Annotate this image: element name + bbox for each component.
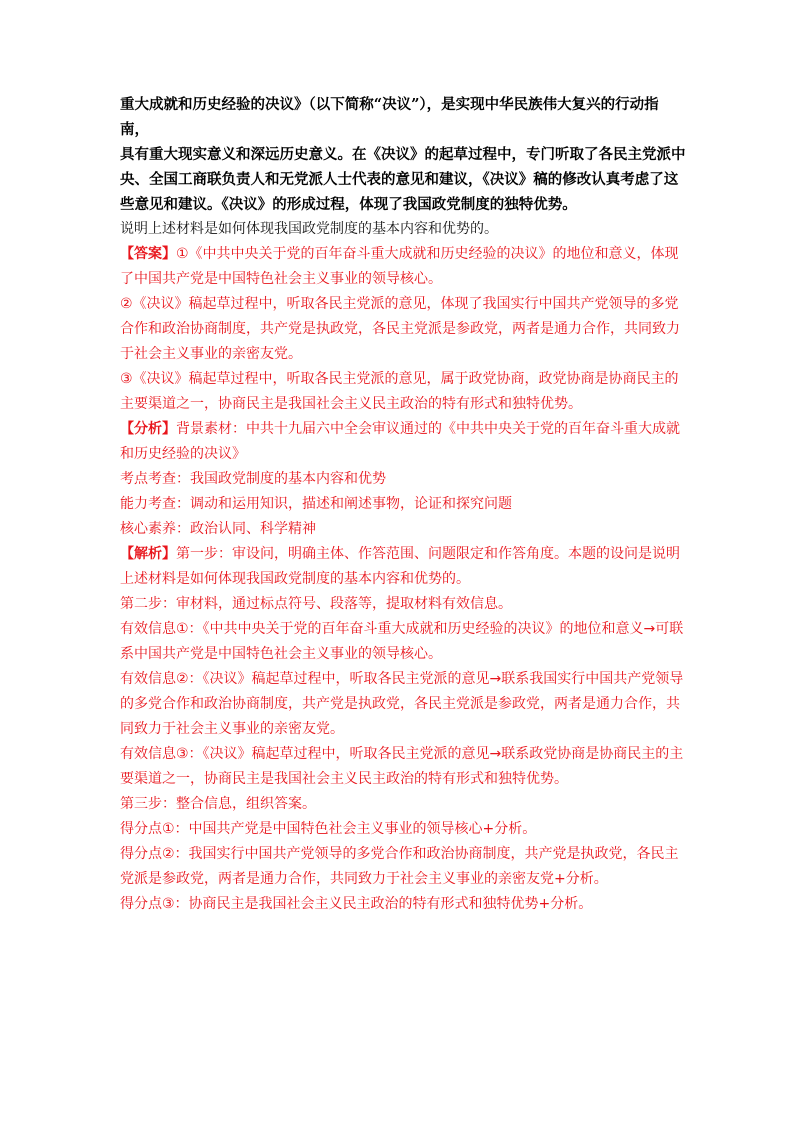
explanation-info3: 有效信息③：《决议》稿起草过程中，听取各民主党派的意见→联系政党协商是协商民主的主要渠道之一，协商民主是我国社会主义民主政治的特有形式和独特优势。 [120,746,684,787]
analysis-tag: 【分析】 [120,421,176,437]
answer-item-2: ②《决议》稿起草过程中，听取各民主党派的意见，体现了我国实行中国共产党领导的多党合作和政治协商制度，共产党是执政党，各民主党派是参政党，两者是通力合作，共同致力于社会主义事业的亲密友党。 [120,296,680,362]
analysis-literacy: 核心素养：政治认同、科学精神 [120,521,316,537]
explanation-step1-text: 第一步：审设问，明确主体、作答范围、问题限定和作答角度。本题的设问是说明上述材料是如何体现我国政党制度的基本内容和优势的。 [120,546,680,587]
material-paragraph [120,92,686,217]
explanation-step1 [120,542,686,592]
answer-section [120,242,686,417]
explanation-info1: 有效信息①：《中共中央关于党的百年奋斗重大成就和历史经验的决议》的地位和意义→可联系中国共产党是中国特色社会主义事业的领导核心。 [120,621,684,662]
answer-tag: 【答案】 [120,246,176,262]
scoring-point-2: 得分点②：我国实行中国共产党领导的多党合作和政治协商制度，共产党是执政党，各民主党派是参政党，两者是通力合作，共同致力于社会主义事业的亲密友党+分析。 [120,846,679,887]
material-line: 些意见和建议。《决议》的形成过程，体现了我国政党制度的独特优势。 [120,196,577,213]
analysis-background-text: 背景素材：中共十九届六中全会审议通过的《中共中央关于党的百年奋斗重大成就和历史经验的决议》 [120,421,680,462]
material-line: 央、全国工商联负责人和无党派人士代表的意见和建议，《决议》稿的修改认真考虑了这 [120,171,679,188]
explanation-step2: 第二步：审材料，通过标点符号、段落等，提取材料有效信息。 [120,596,512,612]
analysis-knowledge: 考点考查：我国政党制度的基本内容和优势 [120,471,386,487]
analysis-section [120,417,686,542]
explanation-tag: 【解析】 [120,546,176,562]
material-line: 具有重大现实意义和深远历史意义。在《决议》的起草过程中，专门听取了各民主党派中 [120,146,686,163]
answer-item-text: ①《中共中央关于党的百年奋斗重大成就和历史经验的决议》的地位和意义，体现了中国共产党是中国特色社会主义事业的领导核心。 [120,246,679,287]
scoring-point-1: 得分点①：中国共产党是中国特色社会主义事业的领导核心+分析。 [120,821,537,837]
scoring-point-3: 得分点③：协商民主是我国社会主义民主政治的特有形式和独特优势+分析。 [120,896,593,912]
answer-item-3: ③《决议》稿起草过程中，听取各民主党派的意见，属于政党协商，政党协商是协商民主的主要渠道之一，协商民主是我国社会主义民主政治的特有形式和独特优势。 [120,371,679,412]
question-text: 说明上述材料是如何体现我国政党制度的基本内容和优势的。 [120,221,498,237]
page-content [120,92,686,917]
explanation-info2: 有效信息②：《决议》稿起草过程中，听取各民主党派的意见→联系我国实行中国共产党领导的多党合作和政治协商制度，共产党是执政党，各民主党派是参政党，两者是通力合作，共同致力于社会主义事业的亲密友党。 [120,671,684,737]
analysis-ability: 能力考查：调动和运用知识，描述和阐述事物，论证和探究问题 [120,496,512,512]
explanation-step3: 第三步：整合信息，组织答案。 [120,796,316,812]
material-line: 重大成就和历史经验的决议》（以下简称“决议”），是实现中华民族伟大复兴的行动指南， [120,96,659,138]
explanation-section [120,542,686,917]
answer-item-1 [120,242,686,292]
analysis-background [120,417,686,467]
